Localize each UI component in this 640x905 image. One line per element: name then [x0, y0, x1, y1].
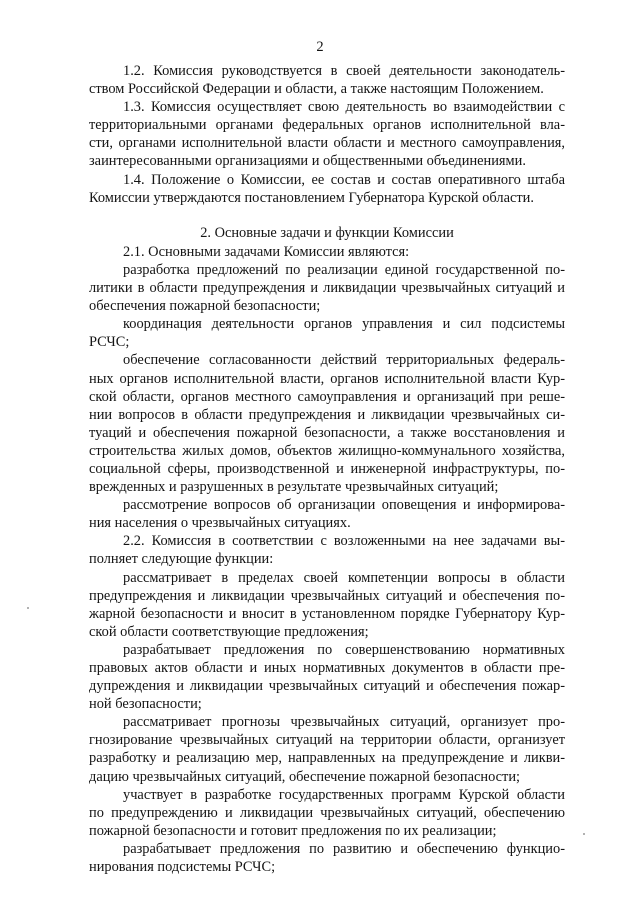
paragraph-line: строительства жилых домов, объектов жилищно-коммунального хозяйства,	[89, 442, 565, 459]
paragraph	[89, 261, 565, 315]
paragraph-line: обеспечения пожарной безопасности;	[89, 298, 321, 315]
paragraph	[89, 569, 565, 641]
paragraph-line: дупреждения и ликвидации чрезвычайных ситуаций и обеспечения пожар-	[89, 678, 565, 695]
paragraph-line: предупреждения и ликвидации чрезвычайных ситуаций и обеспечения по-	[89, 587, 565, 604]
paragraph	[89, 641, 565, 713]
paragraph-line: обеспечение согласованности действий территориальных федераль-	[123, 352, 565, 369]
paragraph-line: рассмотрение вопросов об организации оповещения и информирова-	[123, 497, 565, 514]
paragraph-line: гнозирование чрезвычайных ситуаций на территории области, организует	[89, 732, 565, 749]
paragraph-line: ния населения о чрезвычайных ситуациях.	[89, 515, 351, 532]
paragraph-line: туаций и обеспечения пожарной безопасности, а также восстановления и	[89, 424, 565, 441]
paragraph-line: 1.4. Положение о Комиссии, ее состав и состав оперативного штаба	[123, 171, 565, 188]
paragraph	[89, 171, 565, 207]
paragraph-line: разработка предложений по реализации единой государственной по-	[123, 261, 565, 278]
paragraph-line: ством Российской Федерации и области, а также настоящим Положением.	[89, 81, 544, 98]
paragraph-line: сти, органами исполнительной власти области и местного самоуправления,	[89, 135, 565, 152]
paragraph-line: разрабатывает предложения по совершенствованию нормативных	[123, 641, 565, 658]
paragraph	[89, 98, 565, 170]
paragraph-line: нии вопросов в области предупреждения и ликвидации чрезвычайных си-	[89, 406, 565, 423]
paragraph-line: ной безопасности;	[89, 696, 202, 713]
paragraph-line: по предупреждению и ликвидации чрезвычайных ситуаций, обеспечению	[89, 804, 565, 821]
paragraph-line: ской области, органов местного самоуправления и организаций при реше-	[89, 388, 565, 405]
paragraph	[89, 496, 565, 532]
paragraph	[89, 315, 565, 351]
scan-speck	[583, 833, 585, 835]
paragraph-line: территориальными органами федеральных органов исполнительной вла-	[89, 117, 565, 134]
paragraph-line: ных органов исполнительной власти, органов исполнительной власти Кур-	[89, 370, 565, 387]
paragraph-line: правовых актов области и иных нормативных документов в области пре-	[89, 660, 565, 676]
paragraph-line: социальной сферы, производственной и инженерной инфраструктуры, по-	[89, 460, 565, 477]
paragraph-line: рассматривает прогнозы чрезвычайных ситуаций, организует про-	[123, 714, 565, 731]
paragraph	[89, 713, 565, 785]
paragraph-line: врежденных и разрушенных в результате чрезвычайных ситуаций;	[89, 479, 499, 496]
paragraph-line: жарной безопасности и вносит в установленном порядке Губернатору Кур-	[89, 605, 565, 622]
paragraph-line: 1.2. Комиссия руководствуется в своей деятельности законодатель-	[123, 63, 565, 79]
paragraph	[89, 62, 565, 98]
paragraph-line: литики в области предупреждения и ликвидации чрезвычайных ситуаций и	[89, 280, 565, 297]
paragraph-line: полняет следующие функции:	[89, 551, 274, 568]
paragraph	[89, 351, 565, 496]
paragraph-line: координация деятельности органов управления и сил подсистемы	[123, 316, 565, 333]
paragraph-line: участвует в разработке государственных программ Курской области	[123, 786, 565, 803]
paragraph	[89, 786, 565, 840]
paragraph-line: 2.2. Комиссия в соответствии с возложенными на нее задачами вы-	[123, 533, 565, 550]
paragraph-line: РСЧС;	[89, 334, 130, 351]
paragraph-line: разработку и реализацию мер, направленных на предупреждение и ликви-	[89, 750, 565, 767]
page-number: 2	[316, 39, 324, 55]
paragraph-line: заинтересованными организациями и общественными объединениями.	[89, 153, 526, 170]
paragraph-line: нирования подсистемы РСЧС;	[89, 859, 276, 876]
paragraph	[89, 532, 565, 568]
paragraph	[89, 840, 565, 876]
paragraph	[89, 243, 565, 261]
section-heading: 2. Основные задачи и функции Комиссии	[200, 224, 454, 241]
paragraph-line: рассматривает в пределах своей компетенции вопросы в области	[123, 569, 565, 586]
document-body	[89, 62, 565, 876]
paragraph-line: дацию чрезвычайных ситуаций, обеспечение пожарной безопасности;	[89, 768, 521, 785]
paragraph-line: пожарной безопасности и готовит предложения по их реализации;	[89, 822, 497, 839]
scan-speck	[27, 607, 29, 609]
paragraph-line: 1.3. Комиссия осуществляет свою деятельность во взаимодействии с	[123, 99, 565, 116]
paragraph-line: 2.1. Основными задачами Комиссии являются:	[123, 243, 410, 260]
paragraph-line: Комиссии утверждаются постановлением Губернатора Курской области.	[89, 189, 534, 206]
paragraph-line: ской области соответствующие предложения;	[89, 623, 369, 640]
paragraph-line: разрабатывает предложения по развитию и обеспечению функцио-	[123, 840, 565, 857]
